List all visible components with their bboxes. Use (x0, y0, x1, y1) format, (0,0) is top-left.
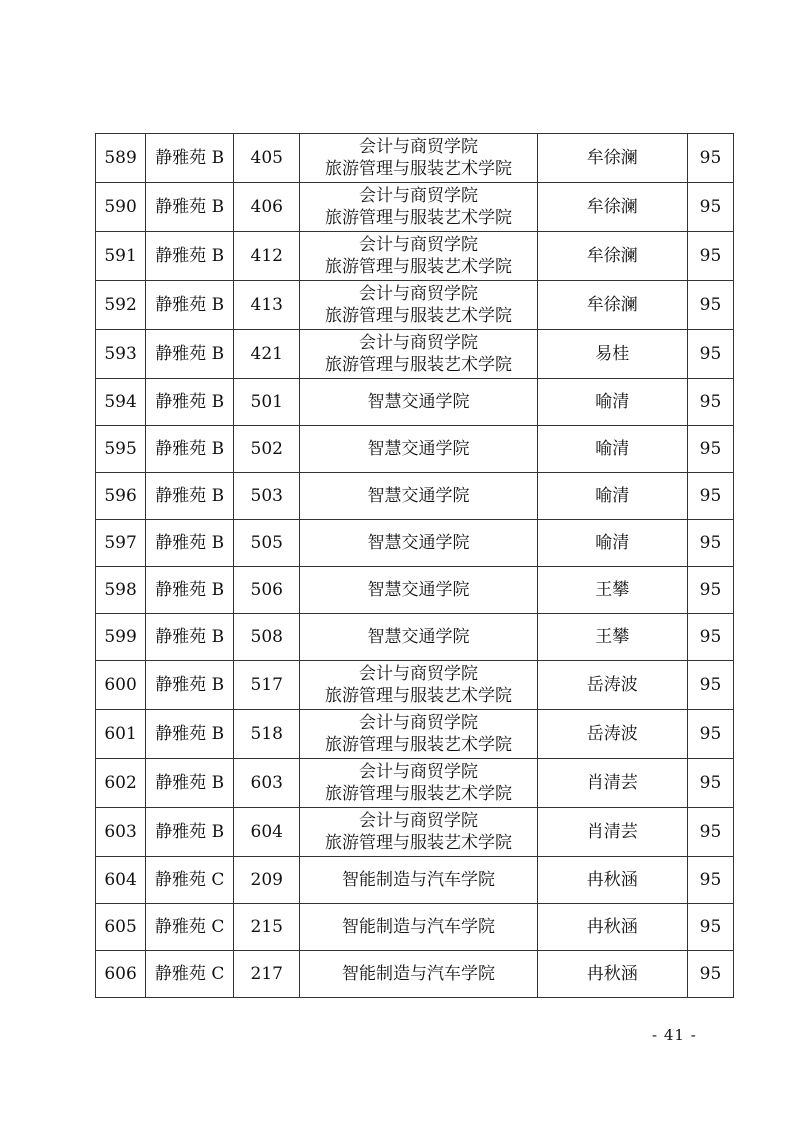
building-cell: 静雅苑 B (146, 808, 234, 857)
building-cell: 静雅苑 B (146, 426, 234, 473)
college-name: 智能制造与汽车学院 (341, 917, 495, 937)
teacher-cell: 冉秋涵 (537, 904, 687, 951)
room-cell: 518 (234, 710, 300, 759)
row-number-cell: 590 (96, 183, 146, 232)
building-cell: 静雅苑 B (146, 567, 234, 614)
row-number-cell: 606 (96, 951, 146, 998)
score-cell: 95 (687, 520, 733, 567)
college-name: 旅游管理与服装艺术学院 (324, 833, 512, 853)
room-cell: 503 (234, 473, 300, 520)
room-cell: 517 (234, 661, 300, 710)
college-cell (300, 134, 537, 183)
college-name: 智慧交通学院 (367, 392, 470, 412)
table-row (96, 951, 734, 998)
room-cell: 405 (234, 134, 300, 183)
score-cell: 95 (687, 232, 733, 281)
college-name: 智能制造与汽车学院 (341, 870, 495, 890)
college-name: 智慧交通学院 (367, 627, 470, 647)
college-cell (300, 473, 537, 520)
college-name: 会计与商贸学院 (358, 137, 478, 157)
college-name: 旅游管理与服装艺术学院 (324, 159, 512, 179)
table-row (96, 857, 734, 904)
row-number-cell: 591 (96, 232, 146, 281)
table-row (96, 520, 734, 567)
row-number-cell: 595 (96, 426, 146, 473)
teacher-cell: 牟徐澜 (537, 232, 687, 281)
college-cell (300, 567, 537, 614)
college-name: 智慧交通学院 (367, 533, 470, 553)
table-row (96, 904, 734, 951)
score-cell: 95 (687, 183, 733, 232)
teacher-cell: 牟徐澜 (537, 183, 687, 232)
college-name: 会计与商贸学院 (358, 186, 478, 206)
college-name: 会计与商贸学院 (358, 333, 478, 353)
college-cell (300, 426, 537, 473)
row-number-cell: 599 (96, 614, 146, 661)
score-cell: 95 (687, 567, 733, 614)
teacher-cell: 岳涛波 (537, 661, 687, 710)
room-cell: 506 (234, 567, 300, 614)
college-cell (300, 614, 537, 661)
building-cell: 静雅苑 B (146, 473, 234, 520)
building-cell: 静雅苑 B (146, 759, 234, 808)
room-cell: 215 (234, 904, 300, 951)
college-name: 会计与商贸学院 (358, 713, 478, 733)
teacher-cell: 易桂 (537, 330, 687, 379)
college-cell (300, 281, 537, 330)
college-name: 智慧交通学院 (367, 439, 470, 459)
row-number-cell: 592 (96, 281, 146, 330)
building-cell: 静雅苑 B (146, 183, 234, 232)
teacher-cell: 肖清芸 (537, 808, 687, 857)
page-number: - 41 - (652, 1026, 697, 1044)
building-cell: 静雅苑 C (146, 904, 234, 951)
college-name: 智能制造与汽车学院 (341, 964, 495, 984)
college-cell (300, 330, 537, 379)
table-row (96, 710, 734, 759)
score-cell: 95 (687, 904, 733, 951)
college-name: 会计与商贸学院 (358, 811, 478, 831)
college-name: 智慧交通学院 (367, 486, 470, 506)
room-cell: 412 (234, 232, 300, 281)
teacher-cell: 喻清 (537, 473, 687, 520)
row-number-cell: 597 (96, 520, 146, 567)
row-number-cell: 604 (96, 857, 146, 904)
building-cell: 静雅苑 B (146, 379, 234, 426)
table-row (96, 134, 734, 183)
teacher-cell: 喻清 (537, 520, 687, 567)
college-cell (300, 904, 537, 951)
college-name: 旅游管理与服装艺术学院 (324, 208, 512, 228)
row-number-cell: 596 (96, 473, 146, 520)
table-row (96, 567, 734, 614)
college-name: 旅游管理与服装艺术学院 (324, 735, 512, 755)
room-cell: 603 (234, 759, 300, 808)
college-name: 旅游管理与服装艺术学院 (324, 355, 512, 375)
building-cell: 静雅苑 C (146, 951, 234, 998)
room-cell: 604 (234, 808, 300, 857)
score-cell: 95 (687, 951, 733, 998)
building-cell: 静雅苑 C (146, 857, 234, 904)
room-cell: 209 (234, 857, 300, 904)
table-row (96, 232, 734, 281)
table-row (96, 379, 734, 426)
college-cell (300, 951, 537, 998)
teacher-cell: 肖清芸 (537, 759, 687, 808)
college-cell (300, 520, 537, 567)
table-row (96, 281, 734, 330)
college-name: 旅游管理与服装艺术学院 (324, 784, 512, 804)
row-number-cell: 589 (96, 134, 146, 183)
teacher-cell: 王攀 (537, 567, 687, 614)
row-number-cell: 598 (96, 567, 146, 614)
table-row (96, 183, 734, 232)
building-cell: 静雅苑 B (146, 330, 234, 379)
row-number-cell: 594 (96, 379, 146, 426)
score-cell: 95 (687, 614, 733, 661)
building-cell: 静雅苑 B (146, 710, 234, 759)
room-cell: 217 (234, 951, 300, 998)
building-cell: 静雅苑 B (146, 281, 234, 330)
score-cell: 95 (687, 473, 733, 520)
college-name: 旅游管理与服装艺术学院 (324, 257, 512, 277)
teacher-cell: 牟徐澜 (537, 134, 687, 183)
room-cell: 502 (234, 426, 300, 473)
row-number-cell: 600 (96, 661, 146, 710)
college-cell (300, 857, 537, 904)
college-cell (300, 759, 537, 808)
teacher-cell: 岳涛波 (537, 710, 687, 759)
score-cell: 95 (687, 857, 733, 904)
table-row (96, 808, 734, 857)
college-cell (300, 808, 537, 857)
room-cell: 406 (234, 183, 300, 232)
college-name: 会计与商贸学院 (358, 284, 478, 304)
table-row (96, 614, 734, 661)
score-cell: 95 (687, 426, 733, 473)
score-cell: 95 (687, 710, 733, 759)
score-cell: 95 (687, 330, 733, 379)
college-name: 会计与商贸学院 (358, 235, 478, 255)
room-cell: 508 (234, 614, 300, 661)
college-name: 智慧交通学院 (367, 580, 470, 600)
score-cell: 95 (687, 759, 733, 808)
row-number-cell: 603 (96, 808, 146, 857)
score-cell: 95 (687, 134, 733, 183)
score-cell: 95 (687, 661, 733, 710)
college-cell (300, 232, 537, 281)
table-row (96, 759, 734, 808)
score-cell: 95 (687, 379, 733, 426)
college-cell (300, 710, 537, 759)
college-name: 会计与商贸学院 (358, 762, 478, 782)
table-row (96, 661, 734, 710)
room-cell: 421 (234, 330, 300, 379)
row-number-cell: 593 (96, 330, 146, 379)
building-cell: 静雅苑 B (146, 661, 234, 710)
table-row (96, 426, 734, 473)
table-body (96, 134, 734, 998)
building-cell: 静雅苑 B (146, 134, 234, 183)
room-cell: 413 (234, 281, 300, 330)
teacher-cell: 冉秋涵 (537, 857, 687, 904)
row-number-cell: 602 (96, 759, 146, 808)
building-cell: 静雅苑 B (146, 614, 234, 661)
college-name: 旅游管理与服装艺术学院 (324, 686, 512, 706)
building-cell: 静雅苑 B (146, 520, 234, 567)
dormitory-score-table (95, 133, 734, 998)
college-cell (300, 661, 537, 710)
room-cell: 505 (234, 520, 300, 567)
row-number-cell: 605 (96, 904, 146, 951)
college-name: 会计与商贸学院 (358, 664, 478, 684)
teacher-cell: 喻清 (537, 426, 687, 473)
teacher-cell: 王攀 (537, 614, 687, 661)
room-cell: 501 (234, 379, 300, 426)
college-cell (300, 183, 537, 232)
college-name: 旅游管理与服装艺术学院 (324, 306, 512, 326)
row-number-cell: 601 (96, 710, 146, 759)
teacher-cell: 牟徐澜 (537, 281, 687, 330)
table-row (96, 330, 734, 379)
score-cell: 95 (687, 808, 733, 857)
score-cell: 95 (687, 281, 733, 330)
teacher-cell: 冉秋涵 (537, 951, 687, 998)
building-cell: 静雅苑 B (146, 232, 234, 281)
college-cell (300, 379, 537, 426)
teacher-cell: 喻清 (537, 379, 687, 426)
table-row (96, 473, 734, 520)
